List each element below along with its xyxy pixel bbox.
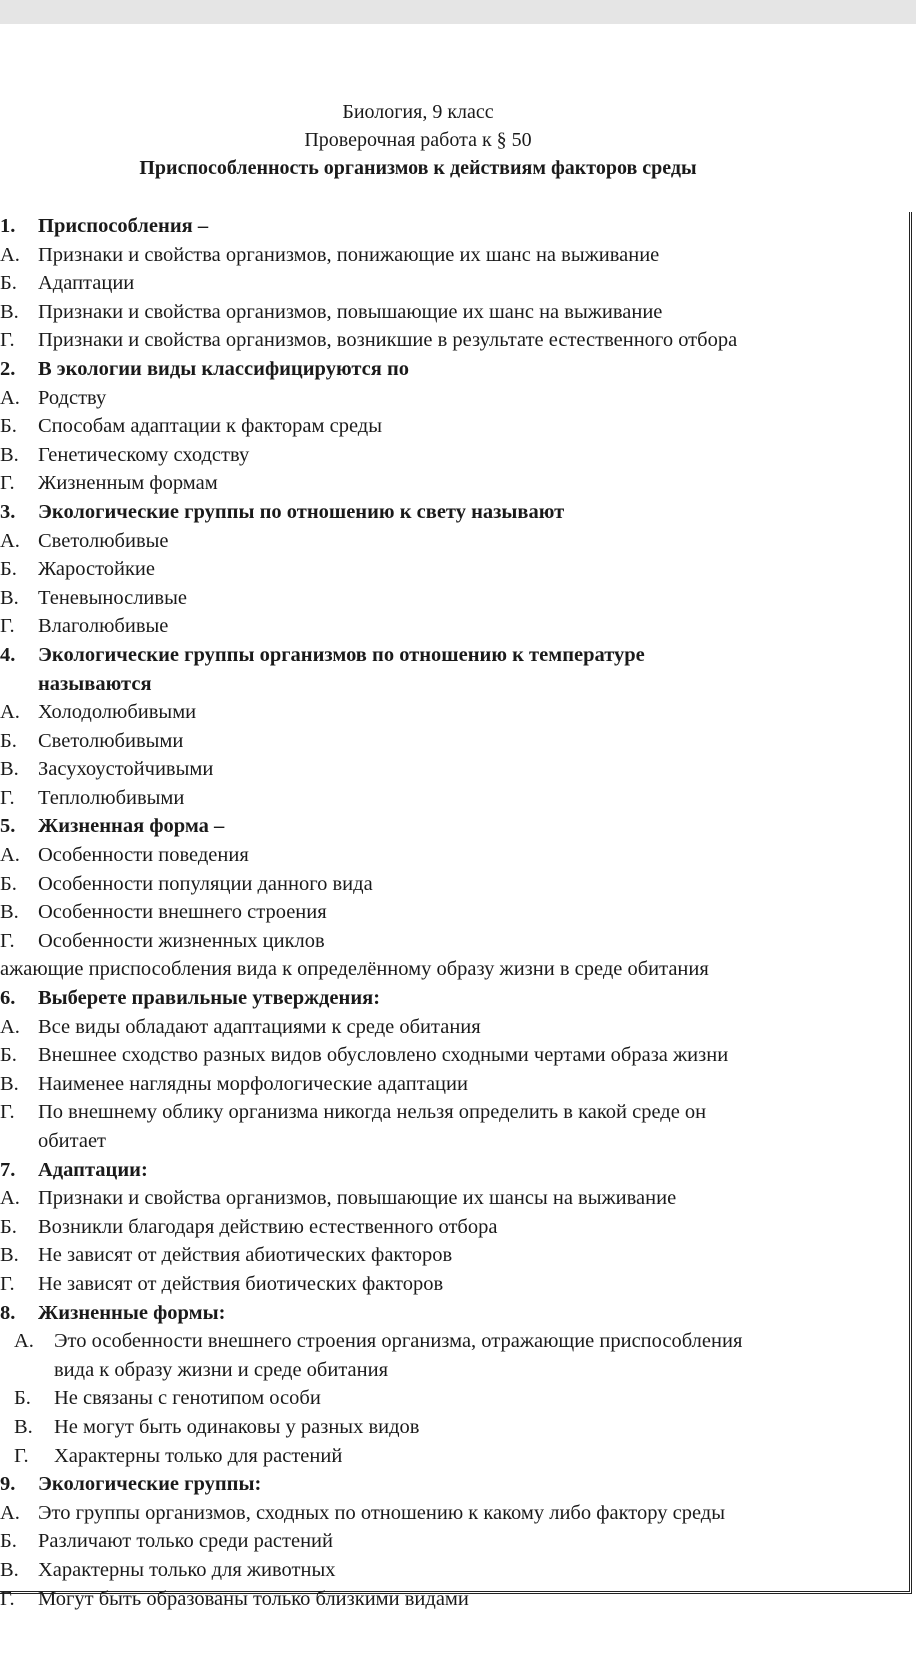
- answer-option: [0, 469, 909, 498]
- item-label: Б.: [0, 415, 17, 438]
- answer-option: [0, 1585, 909, 1614]
- item-label: А.: [0, 243, 20, 266]
- answer-option: [0, 1241, 909, 1270]
- answer-option: [0, 612, 909, 641]
- item-text: Жизненным формам: [38, 472, 218, 495]
- item-label: В.: [0, 901, 19, 924]
- question-heading: [0, 641, 909, 670]
- item-text: обитает: [38, 1130, 107, 1152]
- item-text: Теплолюбивыми: [38, 786, 185, 809]
- topic-title: Приспособленность организмов к действиям факторов среды: [139, 157, 697, 179]
- answer-option: [0, 1499, 909, 1528]
- item-text: Не зависят от действия абиотических факторов: [38, 1244, 453, 1267]
- answer-option: [0, 1184, 909, 1213]
- item-text: Различают только среди растений: [38, 1530, 333, 1553]
- item-label: А.: [0, 701, 20, 724]
- item-text: Теневыносливые: [38, 586, 187, 609]
- item-label: 7.: [0, 1158, 16, 1181]
- answer-option: [0, 927, 909, 956]
- answer-option: [0, 755, 909, 784]
- item-label: Г.: [0, 1272, 15, 1295]
- subject-line: Биология, 9 класс: [342, 101, 494, 123]
- answer-option: [0, 1556, 909, 1585]
- item-text: Жизненные формы:: [38, 1301, 226, 1324]
- item-label: 1.: [0, 215, 16, 237]
- answer-option: [0, 1213, 909, 1242]
- question-heading: [0, 984, 909, 1013]
- answer-option: [0, 1327, 909, 1356]
- answer-option: [0, 326, 909, 355]
- item-label: Б.: [0, 1530, 17, 1553]
- item-label: В.: [0, 443, 19, 466]
- test-body: [0, 212, 912, 1610]
- answer-option: [0, 1413, 909, 1442]
- item-label: Г.: [14, 1444, 29, 1467]
- item-label: В.: [0, 300, 19, 323]
- item-text: В экологии виды классифицируются по: [38, 357, 410, 380]
- item-label: Б.: [0, 872, 17, 895]
- item-text: Светолюбивые: [38, 529, 169, 552]
- item-label: 2.: [0, 357, 16, 380]
- answer-option: [0, 870, 909, 899]
- item-text: Возникли благодаря действию естественного отбора: [38, 1215, 498, 1238]
- item-text: Генетическому сходству: [38, 443, 250, 466]
- item-text: Не могут быть одинаковы у разных видов: [54, 1415, 420, 1438]
- top-bar: [0, 0, 916, 24]
- answer-option: [0, 727, 909, 756]
- item-text: Жаростойкие: [38, 558, 156, 581]
- item-text: Все виды обладают адаптациями к среде обитания: [38, 1015, 481, 1038]
- item-text: Особенности внешнего строения: [38, 901, 327, 924]
- question-heading-continuation: [0, 670, 909, 699]
- item-text: Холодолюбивыми: [38, 701, 197, 724]
- answer-option-continuation: [0, 1127, 909, 1156]
- answer-option: [0, 1442, 909, 1471]
- item-text: Жизненная форма –: [38, 815, 225, 838]
- item-label: 3.: [0, 500, 16, 523]
- question-heading: [0, 212, 909, 241]
- question-heading: [0, 1156, 909, 1185]
- item-text: Светолюбивыми: [38, 729, 184, 752]
- item-text: Экологические группы организмов по отношению к температуре: [38, 643, 645, 666]
- answer-option: [0, 1098, 909, 1127]
- item-text: Могут быть образованы только близкими видами: [38, 1587, 469, 1610]
- item-label: А.: [0, 529, 20, 552]
- item-text: Приспособления –: [38, 215, 209, 237]
- item-label: Г.: [0, 1101, 15, 1124]
- item-label: 9.: [0, 1473, 16, 1496]
- item-text: Адаптации: [38, 272, 135, 295]
- item-text: По внешнему облику организма никогда нельзя определить в какой среде он: [38, 1101, 707, 1124]
- question-heading: [0, 355, 909, 384]
- answer-option: [0, 584, 909, 613]
- item-label: 6.: [0, 987, 16, 1010]
- answer-option: [0, 241, 909, 270]
- item-text: Характерны только для животных: [38, 1558, 336, 1581]
- item-text: Это особенности внешнего строения организма, отражающие приспособления: [54, 1330, 743, 1353]
- item-text: вида к образу жизни и среде обитания: [54, 1358, 389, 1381]
- item-label: Г.: [0, 615, 15, 638]
- answer-option: [0, 1070, 909, 1099]
- item-label: В.: [0, 1244, 19, 1267]
- answer-option: [0, 441, 909, 470]
- item-label: В.: [0, 1072, 19, 1095]
- item-label: В.: [0, 586, 19, 609]
- answer-option: [0, 784, 909, 813]
- stray-text-line: [0, 955, 909, 984]
- item-label: В.: [14, 1415, 33, 1438]
- item-label: Б.: [0, 729, 17, 752]
- item-text: Признаки и свойства организмов, возникшие в результате естественного отбора: [38, 329, 738, 352]
- item-label: А.: [0, 1015, 20, 1038]
- item-text: Не связаны с генотипом особи: [54, 1387, 321, 1410]
- answer-option: [0, 1384, 909, 1413]
- item-text: Характерны только для растений: [54, 1444, 343, 1467]
- item-label: 5.: [0, 815, 16, 838]
- answer-option: [0, 384, 909, 413]
- work-line: Проверочная работа к § 50: [304, 129, 532, 151]
- answer-option-continuation: [0, 1356, 909, 1385]
- item-label: А.: [0, 844, 20, 867]
- item-text: Внешнее сходство разных видов обусловлено сходными чертами образа жизни: [38, 1044, 729, 1067]
- answer-option: [0, 898, 909, 927]
- item-text: Особенности поведения: [38, 844, 249, 867]
- question-heading: [0, 1470, 909, 1499]
- question-heading: [0, 1299, 909, 1328]
- item-text: Влаголюбивые: [38, 615, 169, 638]
- item-text: Способам адаптации к факторам среды: [38, 415, 382, 438]
- item-text: Засухоустойчивыми: [38, 758, 214, 781]
- question-heading: [0, 498, 909, 527]
- question-heading: [0, 812, 909, 841]
- item-label: Б.: [14, 1387, 31, 1410]
- item-label: А.: [0, 386, 20, 409]
- answer-option: [0, 1527, 909, 1556]
- item-label: Г.: [0, 472, 15, 495]
- answer-option: [0, 298, 909, 327]
- item-text: Наименее наглядны морфологические адаптации: [38, 1072, 468, 1095]
- answer-option: [0, 1013, 909, 1042]
- item-text: Родству: [38, 386, 107, 409]
- answer-option: [0, 698, 909, 727]
- answer-option: [0, 527, 909, 556]
- item-label: А.: [0, 1187, 20, 1210]
- item-label: Б.: [0, 1044, 17, 1067]
- item-label: 4.: [0, 643, 16, 666]
- answer-option: [0, 1041, 909, 1070]
- item-text: Экологические группы:: [38, 1473, 262, 1496]
- item-label: Б.: [0, 272, 17, 295]
- answer-option: [0, 841, 909, 870]
- item-text: Признаки и свойства организмов, повышающие их шанс на выживание: [38, 300, 663, 323]
- item-text: Признаки и свойства организмов, повышающие их шансы на выживание: [38, 1187, 677, 1210]
- item-label: А.: [0, 1501, 20, 1524]
- item-label: А.: [14, 1330, 34, 1353]
- item-label: В.: [0, 1558, 19, 1581]
- item-label: Б.: [0, 558, 17, 581]
- document-header: [0, 98, 836, 182]
- item-label: Г.: [0, 1587, 15, 1610]
- item-text: Не зависят от действия биотических факторов: [38, 1272, 444, 1295]
- answer-option: [0, 269, 909, 298]
- item-label: Б.: [0, 1215, 17, 1238]
- item-label: В.: [0, 758, 19, 781]
- item-text: называются: [38, 672, 152, 695]
- item-label: 8.: [0, 1301, 16, 1324]
- item-text: Особенности популяции данного вида: [38, 872, 373, 895]
- item-text: Это группы организмов, сходных по отношению к какому либо фактору среды: [38, 1501, 725, 1524]
- item-label: Г.: [0, 929, 15, 952]
- answer-option: [0, 1270, 909, 1299]
- item-text: Экологические группы по отношению к свету называют: [38, 500, 565, 523]
- item-text: Выберете правильные утверждения:: [38, 987, 381, 1010]
- item-text: ажающие приспособления вида к определённому образу жизни в среде обитания: [0, 958, 709, 981]
- answer-option: [0, 555, 909, 584]
- item-text: Признаки и свойства организмов, понижающие их шанс на выживание: [38, 243, 660, 266]
- answer-option: [0, 412, 909, 441]
- item-label: Г.: [0, 329, 15, 352]
- item-text: Адаптации:: [38, 1158, 148, 1181]
- item-label: Г.: [0, 786, 15, 809]
- item-text: Особенности жизненных циклов: [38, 929, 325, 952]
